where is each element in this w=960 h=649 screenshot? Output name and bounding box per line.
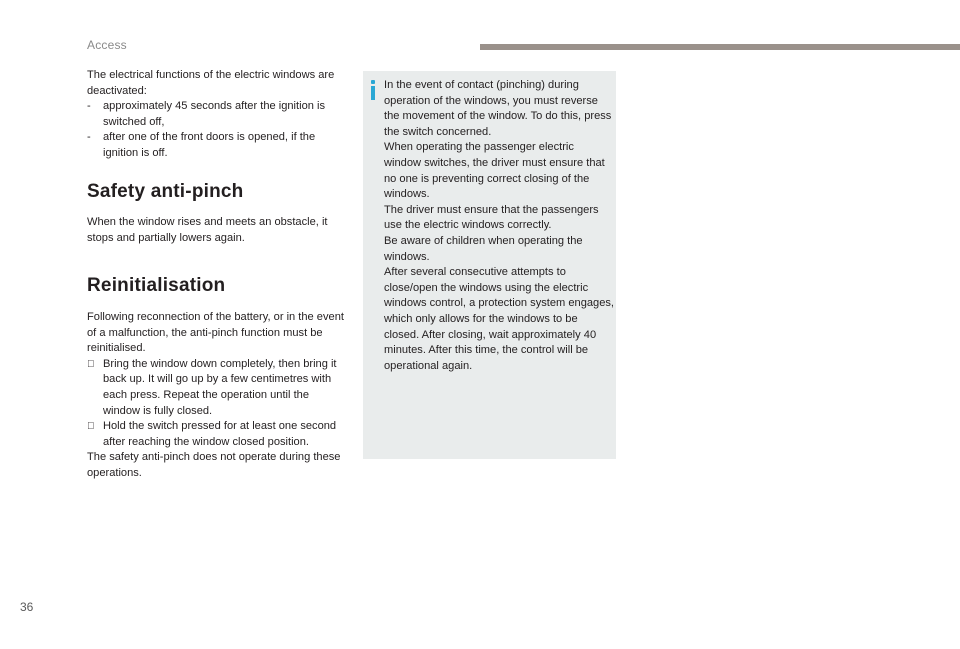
step-item <box>87 357 349 419</box>
dash-marker: - <box>87 100 91 113</box>
info-paragraph: In the event of contact (pinching) during operation of the windows, you must reverse the movement of the window. To do this, press the switch concerned. <box>384 79 612 138</box>
safety-heading: Safety anti-pinch <box>87 180 244 202</box>
safety-text: When the window rises and meets an obstacle, it stops and partially lowers again. <box>87 216 328 244</box>
checkbox-icon <box>87 419 103 450</box>
info-icon <box>370 80 376 100</box>
header-bar <box>480 44 960 50</box>
list-item <box>87 99 349 130</box>
info-paragraph: When operating the passenger electric window switches, the driver must ensure that no one is preventing correct closing of the windows. <box>384 141 605 201</box>
intro-text: The electrical functions of the electric windows are deactivated: <box>87 69 335 97</box>
reinit-heading: Reinitialisation <box>87 275 226 297</box>
dash-marker: - <box>87 131 91 144</box>
info-box <box>363 71 616 459</box>
list-item <box>87 130 349 161</box>
step-text: Bring the window down completely, then bring it back up. It will go up by a few centimetres with each press. Repeat the operation until the window is fully closed. <box>103 357 337 417</box>
list-item-text: approximately 45 seconds after the ignition is switched off, <box>103 100 325 128</box>
step-item <box>87 419 349 450</box>
section-title: Access <box>87 38 127 52</box>
reinit-text: Following reconnection of the battery, or in the event of a malfunction, the anti-pinch function must be reinitialised. <box>87 310 344 355</box>
step-text: Hold the switch pressed for at least one second after reaching the window closed position. <box>103 420 337 448</box>
info-text <box>384 78 614 374</box>
left-column <box>87 68 349 481</box>
info-paragraph: Be aware of children when operating the windows. <box>384 234 583 263</box>
list-item-text: after one of the front doors is opened, if the ignition is off. <box>103 131 316 159</box>
page-number: 36 <box>20 600 34 614</box>
info-paragraph: The driver must ensure that the passengers use the electric windows correctly. <box>384 203 599 232</box>
info-paragraph: After several consecutive attempts to close/open the windows using the electric windows control, a protection system engages, which only allows for the windows to be closed. After closing, wait approximately 40 minutes. After this time, the control will be operational again. <box>384 266 615 372</box>
reinit-footer: The safety anti-pinch does not operate during these operations. <box>87 451 341 479</box>
checkbox-icon <box>87 357 103 419</box>
